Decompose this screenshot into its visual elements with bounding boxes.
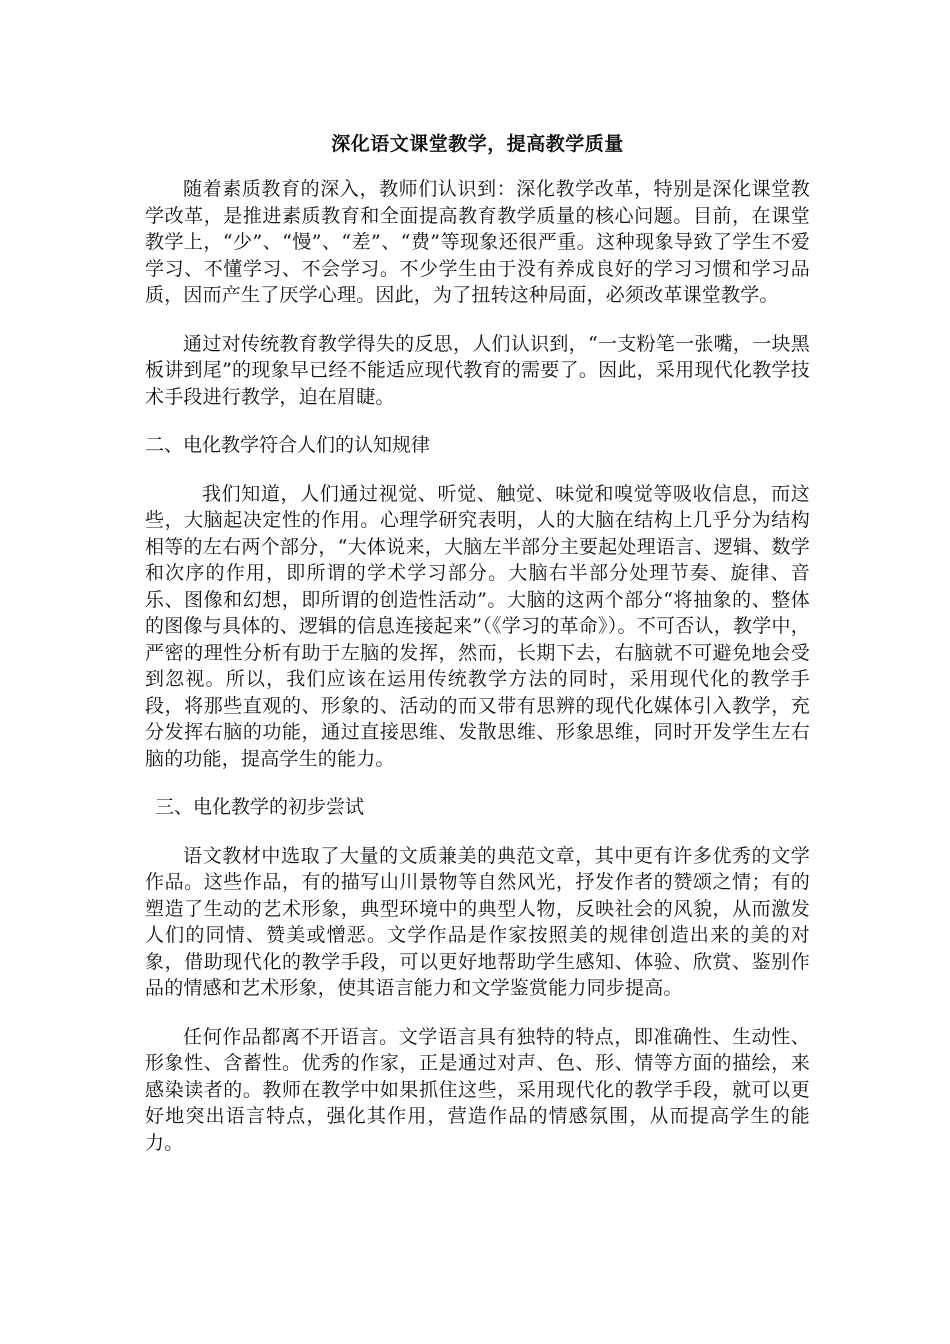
section-3-paragraph-2: 任何作品都离不开语言。文学语言具有独特的特点，即准确性、生动性、形象性、含蓄性。优秀的作家，正是通过对声、色、形、情等方面的描绘，来感染读者的。教师在教学中如果抓住这些，采用现代化的教学手段，就可以更好地突出语言特点，强化其作用，营造作品的情感氛围，从而提高学生的能力。 bbox=[145, 1025, 810, 1154]
section-2-paragraph: 我们知道，人们通过视觉、听觉、触觉、味觉和嗅觉等吸收信息，而这些，大脑起决定性的作用。心理学研究表明，人的大脑在结构上几乎分为结构相等的左右两个部分，“大体说来，大脑左半部分主要起处理语言、逻辑、数学和次序的作用，即所谓的学术学习部分。大脑右半部分处理节奏、旋律、音乐、图像和幻想，即所谓的创造性活动”。大脑的这两个部分“将抽象的、整体的图像与具体的、逻辑的信息连接起来”（《学习的革命》）。不可否认，教学中，严密的理性分析有助于左脑的发挥，然而，长期下去，右脑就不可避免地会受到忽视。所以，我们应该在运用传统教学方法的同时，采用现代化的教学手段，将那些直观的、形象的、活动的而又带有思辨的现代化媒体引入教学，充分发挥右脑的功能，通过直接思维、发散思维、形象思维，同时开发学生左右脑的功能，提高学生的能力。 bbox=[145, 482, 810, 770]
document-body bbox=[145, 130, 810, 1156]
section-3-paragraph-1: 语文教材中选取了大量的文质兼美的典范文章，其中更有许多优秀的文学作品。这些作品，有的描写山川景物等自然风光，抒发作者的赞颂之情；有的塑造了生动的艺术形象，典型环境中的典型人物，反映社会的风貌，从而激发人们的同情、赞美或憎恶。文学作品是作家按照美的规律创造出来的美的对象，借助现代化的教学手段，可以更好地帮助学生感知、体验、欣赏、鉴别作品的情感和艺术形象，使其语言能力和文学鉴赏能力同步提高。 bbox=[145, 844, 810, 999]
document-title: 深化语文课堂教学，提高教学质量 bbox=[331, 133, 624, 155]
section-3-heading: 三、电化教学的初步尝试 bbox=[155, 796, 365, 818]
section-2-heading: 二、电化教学符合人们的认知规律 bbox=[145, 434, 431, 456]
intro-paragraph-1: 随着素质教育的深入，教师们认识到：深化教学改革，特别是深化课堂教学改革，是推进素质教育和全面提高教育教学质量的核心问题。目前，在课堂教学上，“少”、“慢”、“差”、“费”等现象还很严重。这种现象导致了学生不爱学习、不懂学习、不会学习。不少学生由于没有养成良好的学习习惯和学习品质，因而产生了厌学心理。因此，为了扭转这种局面，必须改革课堂教学。 bbox=[145, 178, 810, 306]
intro-paragraph-2: 通过对传统教育教学得失的反思，人们认识到，“一支粉笔一张嘴，一块黑板讲到尾”的现象早已经不能适应现代教育的需要了。因此，采用现代化教学技术手段进行教学，迫在眉睫。 bbox=[145, 332, 810, 408]
